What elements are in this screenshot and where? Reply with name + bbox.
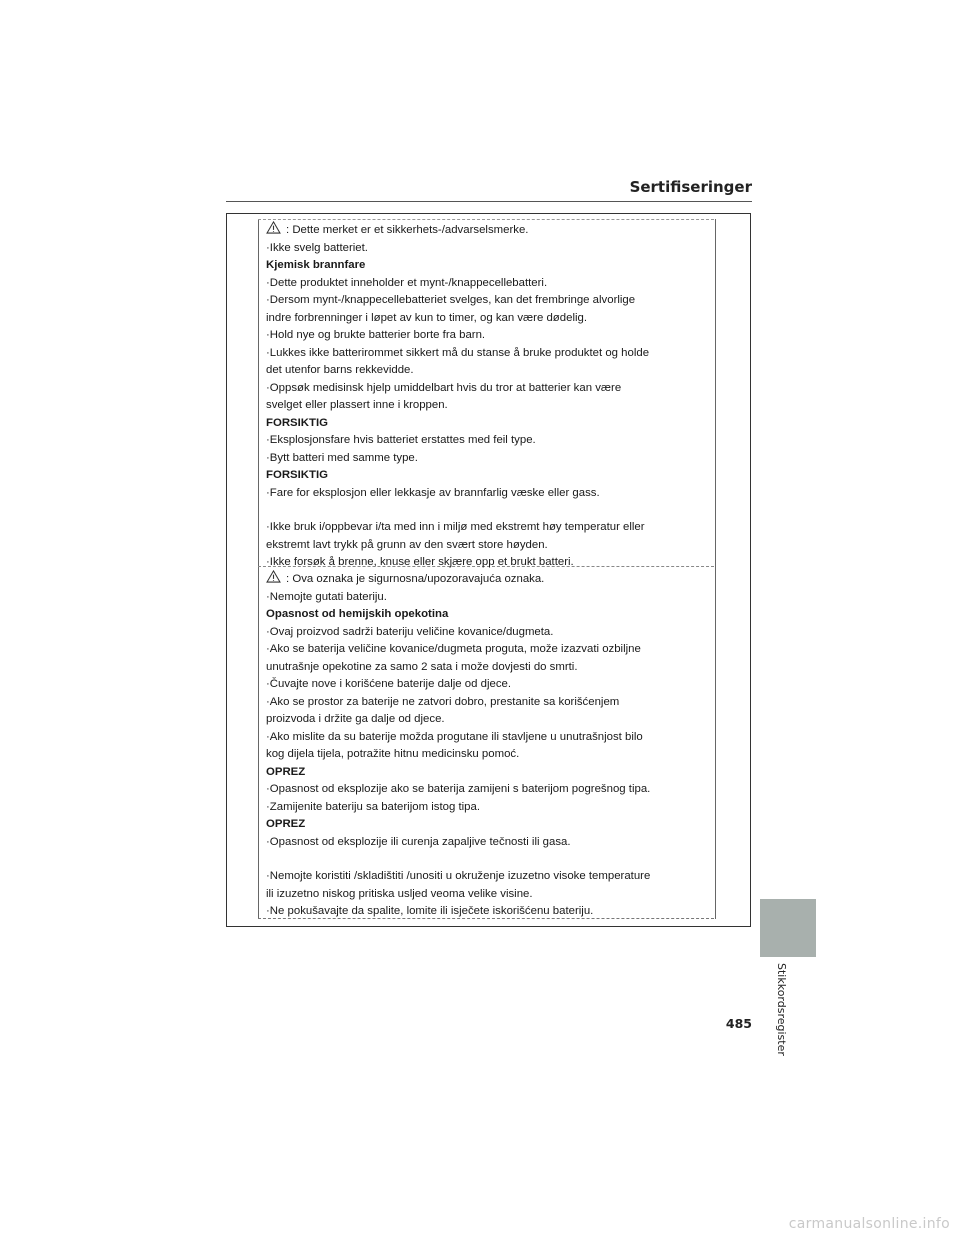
line-text: det utenfor barns rekkevidde. <box>266 364 414 376</box>
warning-line <box>266 729 711 747</box>
warning-line <box>266 485 711 503</box>
warning-line <box>266 834 711 852</box>
section-tab-label: Stikkordsregister <box>775 963 788 1056</box>
line-text: indre forbrenninger i løpet av kun to timer, og kan være dødelig. <box>266 311 588 324</box>
warning-line <box>266 537 711 555</box>
warning-line <box>266 432 711 450</box>
line-text: ·Nemojte koristiti /skladištiti /unositi u okruženje izuzetno visoke temperature <box>266 870 651 882</box>
line-text: ·Opasnost od eksplozije ili curenja zapaljive tečnosti ili gasa. <box>266 835 571 848</box>
line-text: ekstremt lavt trykk på grunn av den svært store høyden. <box>266 538 548 551</box>
section-tab <box>760 899 816 957</box>
line-text: : Ova oznaka je sigurnosna/upozoravajuća oznaka. <box>286 573 545 585</box>
watermark: carmanualsonline.info <box>788 1216 950 1232</box>
line-text: ili izuzetno niskog pritiska usljed veoma velike visine. <box>266 887 533 900</box>
warning-line <box>266 676 711 694</box>
line-text: ·Bytt batteri med samme type. <box>266 451 418 464</box>
line-text: Kjemisk brannfare <box>266 259 366 271</box>
warning-heading <box>266 606 711 624</box>
warning-line <box>266 554 711 572</box>
warning-line <box>266 570 711 589</box>
blank-line <box>266 851 711 868</box>
warning-line <box>266 886 711 904</box>
line-text: ·Ako mislite da su baterije možda progutane ili stavljene u unutrašnjost bilo <box>266 730 643 743</box>
line-text: ·Zamijenite bateriju sa baterijom istog tipa. <box>266 800 480 813</box>
line-text: ·Čuvajte nove i korišćene baterije dalje od djece. <box>266 678 512 690</box>
line-text: kog dijela tijela, potražite hitnu medicinsku pomoć. <box>266 748 520 760</box>
warning-line <box>266 624 711 642</box>
line-text: ·Ikke bruk i/oppbevar i/ta med inn i miljø med ekstremt høy temperatur eller <box>266 521 645 533</box>
warning-line <box>266 659 711 677</box>
line-text: : Dette merket er et sikkerhets-/advarselsmerke. <box>286 224 529 236</box>
warning-heading <box>266 415 711 433</box>
page-title: Sertifiseringer <box>629 178 752 196</box>
top-dashed-rule <box>258 219 714 220</box>
warning-heading <box>266 816 711 834</box>
warning-line <box>266 641 711 659</box>
warning-line <box>266 903 711 921</box>
line-text: ·Lukkes ikke batterirommet sikkert må du stanse å bruke produktet og holde <box>266 346 650 359</box>
warning-line <box>266 868 711 886</box>
warning-line <box>266 781 711 799</box>
warning-triangle-icon <box>266 570 281 583</box>
line-text: ·Ako se prostor za baterije ne zatvori dobro, prestanite sa korišćenjem <box>266 695 620 708</box>
line-text: ·Dette produktet inneholder et mynt-/knappecellebatteri. <box>266 276 548 289</box>
page-number: 485 <box>725 1016 752 1031</box>
warning-line <box>266 450 711 468</box>
line-text: ·Fare for eksplosjon eller lekkasje av brannfarlig væske eller gass. <box>266 486 600 499</box>
warning-line <box>266 292 711 310</box>
warning-line <box>266 345 711 363</box>
croatian-warning-section <box>266 570 711 921</box>
line-text: OPREZ <box>266 765 306 778</box>
line-text: ·Oppsøk medisinsk hjelp umiddelbart hvis du tror at batterier kan være <box>266 381 622 394</box>
line-text: unutrašnje opekotine za samo 2 sata i može dovjesti do smrti. <box>266 660 578 673</box>
line-text: proizvoda i držite ga dalje od djece. <box>266 713 445 725</box>
warning-line <box>266 362 711 380</box>
warning-heading <box>266 764 711 782</box>
warning-heading <box>266 467 711 485</box>
line-text: ·Ako se baterija veličine kovanice/dugmeta proguta, može izazvati ozbiljne <box>266 643 641 655</box>
warning-line <box>266 746 711 764</box>
line-text: ·Ikke forsøk å brenne, knuse eller skjære opp et brukt batteri. <box>266 556 574 568</box>
header-divider <box>226 201 752 202</box>
line-text: ·Ikke svelg batteriet. <box>266 241 368 254</box>
line-text: Opasnost od hemijskih opekotina <box>266 608 449 620</box>
line-text: ·Dersom mynt-/knappecellebatteriet svelges, kan det frembringe alvorlige <box>266 294 636 306</box>
warning-line <box>266 310 711 328</box>
warning-line <box>266 397 711 415</box>
line-text: ·Ne pokušavajte da spalite, lomite ili isječete iskorišćenu bateriju. <box>266 905 594 917</box>
warning-heading <box>266 257 711 275</box>
warning-line <box>266 799 711 817</box>
warning-line <box>266 589 711 607</box>
warning-line <box>266 221 711 240</box>
line-text: ·Nemojte gutati bateriju. <box>266 590 387 603</box>
line-text: svelget eller plassert inne i kroppen. <box>266 399 448 411</box>
line-text: ·Ovaj proizvod sadrži bateriju veličine kovanice/dugmeta. <box>266 625 554 638</box>
warning-line <box>266 327 711 345</box>
line-text: FORSIKTIG <box>266 469 329 481</box>
scanned-label-image <box>226 213 751 927</box>
warning-line <box>266 711 711 729</box>
warning-line <box>266 380 711 398</box>
warning-line <box>266 275 711 293</box>
warning-triangle-icon <box>266 221 281 234</box>
line-text: FORSIKTIG <box>266 416 329 429</box>
line-text: ·Eksplosjonsfare hvis batteriet erstattes med feil type. <box>266 434 536 446</box>
warning-line <box>266 240 711 258</box>
line-text: ·Opasnost od eksplozije ako se baterija zamijeni s baterijom pogrešnog tipa. <box>266 783 651 795</box>
line-text: ·Hold nye og brukte batterier borte fra barn. <box>266 329 486 341</box>
norwegian-warning-section <box>266 221 711 572</box>
blank-line <box>266 502 711 519</box>
warning-line <box>266 694 711 712</box>
line-text: OPREZ <box>266 818 306 830</box>
warning-line <box>266 519 711 537</box>
